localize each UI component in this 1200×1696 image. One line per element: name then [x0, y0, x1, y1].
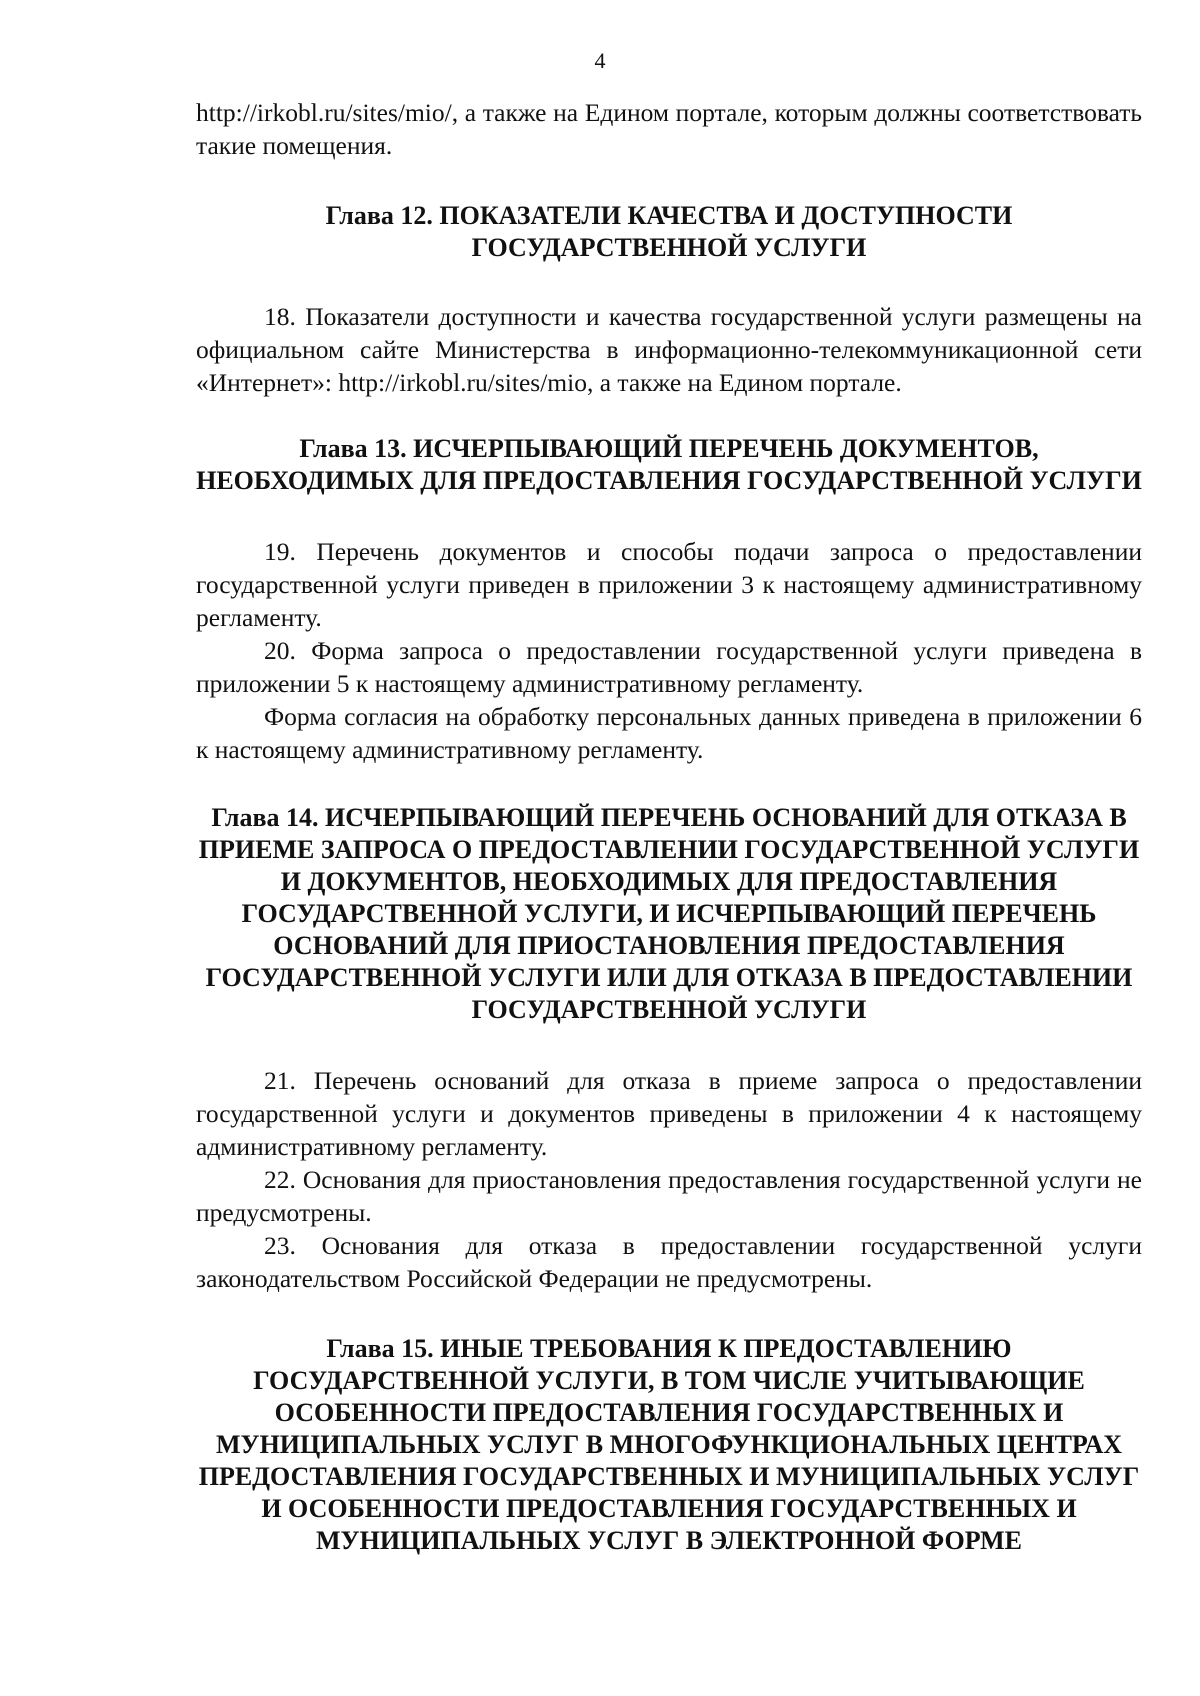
- document-body: [196, 96, 1142, 1557]
- paragraph-19: 19. Перечень документов и способы подачи запроса о предоставлении государственной услуги приведен в приложении 3 к настоящему административному регламенту.: [196, 537, 1142, 632]
- chapter-13-heading: Глава 13. ИСЧЕРПЫВАЮЩИЙ ПЕРЕЧЕНЬ ДОКУМЕНТОВ, НЕОБХОДИМЫХ ДЛЯ ПРЕДОСТАВЛЕНИЯ ГОСУДАРСТВЕННОЙ УСЛУГИ: [196, 434, 1142, 495]
- chapter-12-heading: Глава 12. ПОКАЗАТЕЛИ КАЧЕСТВА И ДОСТУПНОСТИ ГОСУДАРСТВЕННОЙ УСЛУГИ: [325, 201, 1013, 262]
- chapter-14-heading: Глава 14. ИСЧЕРПЫВАЮЩИЙ ПЕРЕЧЕНЬ ОСНОВАНИЙ ДЛЯ ОТКАЗА В ПРИЕМЕ ЗАПРОСА О ПРЕДОСТАВЛЕНИИ ГОСУДАРСТВЕННОЙ УСЛУГИ И ДОКУМЕНТОВ, НЕОБХОДИМЫХ ДЛЯ ПРЕДОСТАВЛЕНИЯ ГОСУДАРСТВЕННОЙ УСЛУГИ, И ИСЧЕРПЫВАЮЩИЙ ПЕРЕЧЕНЬ ОСНОВАНИЙ ДЛЯ ПРИОСТАНОВЛЕНИЯ ПРЕДОСТАВЛЕНИЯ ГОСУДАРСТВЕННОЙ УСЛУГИ ИЛИ ДЛЯ ОТКАЗА В ПРЕДОСТАВЛЕНИИ ГОСУДАРСТВЕННОЙ УСЛУГИ: [198, 803, 1140, 1024]
- paragraph-21: 21. Перечень оснований для отказа в приеме запроса о предоставлении государственной услуги и документов приведены в приложении 4 к настоящему административному регламенту.: [196, 1066, 1142, 1161]
- chapter-15-heading: Глава 15. ИНЫЕ ТРЕБОВАНИЯ К ПРЕДОСТАВЛЕНИЮ ГОСУДАРСТВЕННОЙ УСЛУГИ, В ТОМ ЧИСЛЕ УЧИТЫВАЮЩИЕ ОСОБЕННОСТИ ПРЕДОСТАВЛЕНИЯ ГОСУДАРСТВЕННЫХ И МУНИЦИПАЛЬНЫХ УСЛУГ В МНОГОФУНКЦИОНАЛЬНЫХ ЦЕНТРАХ ПРЕДОСТАВЛЕНИЯ ГОСУДАРСТВЕННЫХ И МУНИЦИПАЛЬНЫХ УСЛУГ И ОСОБЕННОСТИ ПРЕДОСТАВЛЕНИЯ ГОСУДАРСТВЕННЫХ И МУНИЦИПАЛЬНЫХ УСЛУГ В ЭЛЕКТРОННОЙ ФОРМЕ: [198, 1334, 1140, 1555]
- paragraph-22: 22. Основания для приостановления предоставления государственной услуги не предусмотрены.: [196, 1165, 1142, 1227]
- paragraph-20: 20. Форма запроса о предоставлении государственной услуги приведена в приложении 5 к настоящему административному регламенту.: [196, 636, 1142, 698]
- page-number: 4: [594, 48, 606, 73]
- paragraph-18: 18. Показатели доступности и качества государственной услуги размещены на официальном сайте Министерства в информационно-телекоммуникационной сети «Интернет»: http://irkobl.ru/sites/mio, а также на Едином портале.: [196, 302, 1142, 397]
- paragraph-20-consent: Форма согласия на обработку персональных данных приведена в приложении 6 к настоящему административному регламенту.: [196, 702, 1142, 764]
- paragraph-23: 23. Основания для отказа в предоставлении государственной услуги законодательством Российской Федерации не предусмотрены.: [196, 1231, 1142, 1293]
- intro-paragraph: http://irkobl.ru/sites/mio/, а также на Едином портале, которым должны соответствовать такие помещения.: [196, 98, 1142, 160]
